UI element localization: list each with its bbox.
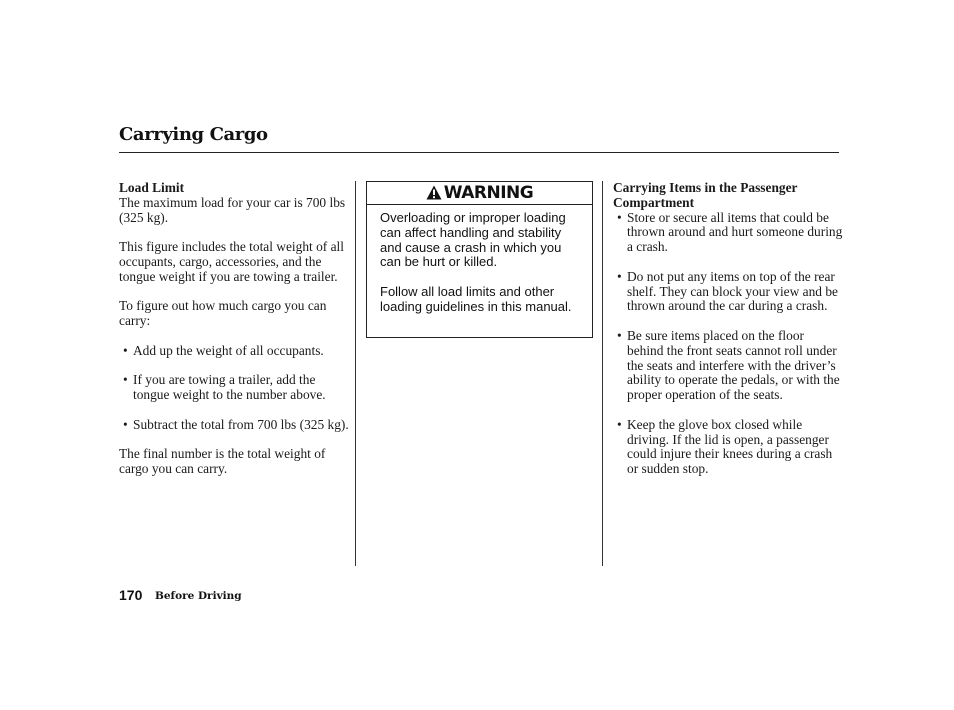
warning-text: Follow all load limits and other loading guidelines in this manual. — [380, 283, 572, 314]
list-item-text: Do not put any items on top of the rear shelf. They can block your view and be thrown around the car during a crash. — [627, 268, 838, 314]
warning-text: Overloading or improper loading can affect handling and stability and cause a crash in which you can be hurt or killed. — [380, 210, 566, 270]
bullet-dot: • — [617, 416, 622, 432]
section-name: Before Driving — [155, 590, 242, 602]
list-item — [613, 211, 843, 255]
list-item-text: Add up the weight of all occupants. — [133, 342, 324, 358]
warning-label: WARNING — [443, 183, 534, 203]
list-item — [119, 344, 351, 359]
load-limit-paragraph: This figure includes the total weight of all occupants, cargo, accessories, and the tongue weight if you are towing a trailer. — [119, 239, 344, 284]
page-title: Carrying Cargo — [119, 124, 268, 145]
list-item-text: Store or secure all items that could be thrown around and hurt someone during a crash. — [627, 209, 843, 255]
warning-header — [367, 182, 592, 205]
load-limit-paragraph: The final number is the total weight of cargo you can carry. — [119, 446, 326, 477]
load-limit-column — [119, 181, 351, 492]
warning-box — [366, 181, 593, 338]
bullet-dot: • — [123, 416, 128, 432]
list-item — [119, 373, 351, 403]
list-item — [613, 270, 843, 314]
title-divider — [119, 152, 839, 153]
column-divider — [602, 181, 603, 566]
bullet-dot: • — [617, 327, 622, 343]
list-item — [119, 418, 351, 433]
column-divider — [355, 181, 356, 566]
bullet-dot: • — [123, 342, 128, 358]
warning-triangle-icon — [426, 184, 442, 206]
list-item — [613, 418, 843, 477]
passenger-items-column — [613, 181, 843, 492]
load-limit-heading: Load Limit — [119, 180, 185, 195]
passenger-items-heading: Carrying Items in the Passenger Compartment — [613, 180, 798, 210]
bullet-dot: • — [123, 372, 128, 388]
load-limit-paragraph: The maximum load for your car is 700 lbs (325 kg). — [119, 194, 346, 225]
page-number: 170 — [119, 587, 143, 603]
list-item — [613, 329, 843, 403]
list-item-text: Be sure items placed on the floor behind the front seats cannot roll under the seats and interfere with the driver’s ability to operate the pedals, or with the proper operation of the seats. — [627, 327, 840, 403]
list-item-text: If you are towing a trailer, add the tongue weight to the number above. — [133, 372, 326, 403]
list-item-text: Subtract the total from 700 lbs (325 kg). — [133, 416, 349, 432]
bullet-dot: • — [617, 268, 622, 284]
load-limit-paragraph: To figure out how much cargo you can carry: — [119, 298, 327, 329]
warning-body — [367, 205, 592, 315]
bullet-dot: • — [617, 209, 622, 225]
list-item-text: Keep the glove box closed while driving. If the lid is open, a passenger could injure their knees during a crash or sudden stop. — [627, 416, 833, 477]
